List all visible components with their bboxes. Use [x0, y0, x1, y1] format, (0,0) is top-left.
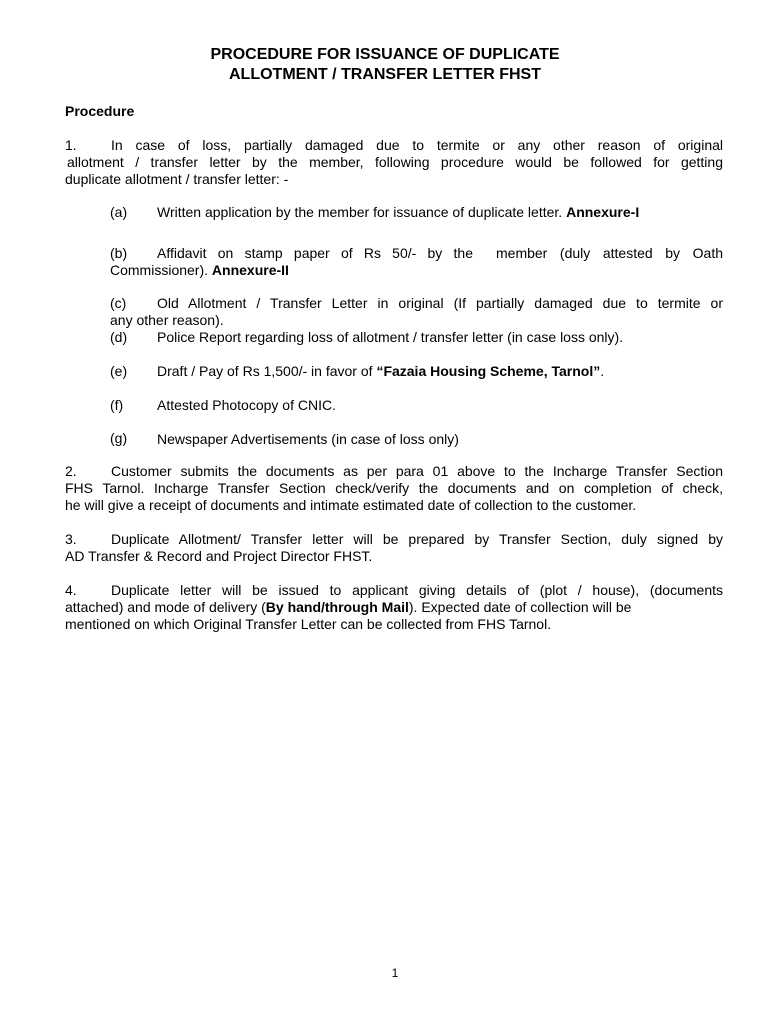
para1-line2: allotment / transfer letter by the member, following procedure would be followed for getting	[67, 154, 723, 170]
title-line-2: ALLOTMENT / TRANSFER LETTER FHST	[229, 66, 541, 83]
para4-number: 4.	[65, 582, 77, 598]
para4-line3: mentioned on which Original Transfer Letter can be collected from FHS Tarnol.	[65, 616, 552, 632]
para1-line1: In case of loss, partially damaged due to termite or any other reason of original	[111, 137, 723, 153]
item-b-text-1: Affidavit on stamp paper of Rs 50/- by the	[157, 245, 473, 261]
para3-number: 3.	[65, 531, 77, 547]
para4-line1: Duplicate letter will be issued to applicant giving details of (plot / house), (documents	[111, 582, 723, 598]
para1-number: 1.	[65, 137, 77, 153]
item-c-label: (c)	[110, 295, 127, 311]
item-a-text	[157, 204, 639, 221]
item-g-text: Newspaper Advertisements (in case of loss only)	[157, 431, 459, 447]
para4-line2-b: ). Expected date of collection will be	[408, 599, 632, 615]
page-number: 1	[391, 966, 399, 980]
annexure-i: Annexure-I	[566, 204, 640, 220]
item-f-text: Attested Photocopy of CNIC.	[157, 397, 336, 413]
item-e-tail: .	[600, 363, 605, 379]
item-b-body: Commissioner).	[110, 262, 209, 278]
para4-line2-start	[65, 599, 631, 616]
para1-line3: duplicate allotment / transfer letter: -	[65, 171, 289, 187]
item-e-text	[157, 363, 604, 380]
para2-line2: FHS Tarnol. Incharge Transfer Section check/verify the documents and on completion of check,	[65, 480, 723, 496]
item-f-label: (f)	[110, 397, 124, 413]
item-e-body: Draft / Pay of Rs 1,500/- in favor of	[157, 363, 373, 379]
item-b-text-3	[110, 262, 289, 279]
item-d-text: Police Report regarding loss of allotment / transfer letter (in case loss only).	[157, 329, 624, 345]
item-b-text-2: member (duly attested by Oath	[496, 245, 723, 261]
para2-number: 2.	[65, 463, 77, 479]
para3-line2: AD Transfer & Record and Project Director FHST.	[65, 548, 373, 564]
para4-line2-a: attached) and mode of delivery (	[65, 599, 266, 615]
scheme-name: “Fazaia Housing Scheme, Tarnol”	[376, 363, 601, 379]
title-line-1: PROCEDURE FOR ISSUANCE OF DUPLICATE	[210, 46, 560, 63]
item-e-label: (e)	[110, 363, 128, 379]
para3-line1: Duplicate Allotment/ Transfer letter will be prepared by Transfer Section, duly signed by	[111, 531, 723, 547]
annexure-ii: Annexure-II	[211, 262, 289, 278]
item-g-label: (g)	[110, 430, 128, 446]
procedure-heading: Procedure	[65, 103, 135, 119]
para2-line1: Customer submits the documents as per para 01 above to the Incharge Transfer Section	[111, 463, 723, 479]
item-c-text-2: any other reason).	[110, 312, 224, 328]
delivery-mode: By hand/through Mail	[265, 599, 409, 615]
item-b-label: (b)	[110, 245, 128, 261]
item-c-text-1: Old Allotment / Transfer Letter in original (If partially damaged due to termite or	[157, 295, 723, 311]
item-a-label: (a)	[110, 204, 128, 220]
item-d-label: (d)	[110, 329, 128, 345]
para2-line3: he will give a receipt of documents and intimate estimated date of collection to the customer.	[65, 497, 637, 513]
item-a-body: Written application by the member for issuance of duplicate letter.	[157, 204, 563, 220]
